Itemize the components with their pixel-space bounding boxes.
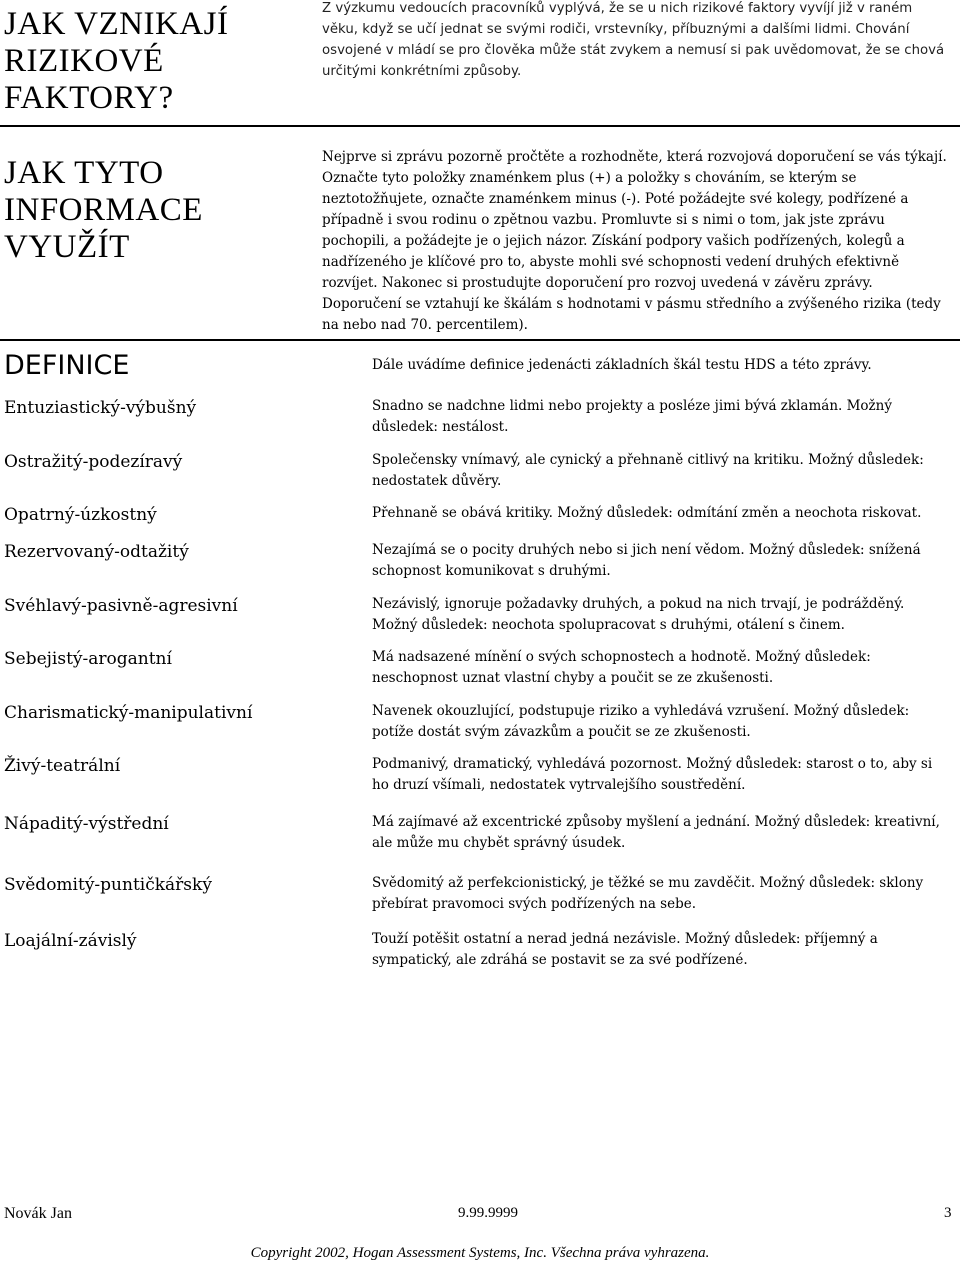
heading-line: RIZIKOVÉ [4,43,164,79]
heading-line: JAK TYTO [4,155,164,191]
section-divider [0,125,960,127]
definition-term: Rezervovaný-odtažitý [4,542,189,562]
origin-paragraph: Z výzkumu vedoucích pracovníků vyplývá, že se u nich rizikové faktory vyvíjí již v raném věku, když se učí jednat se svými rodiči, vrstevníky, příbuznými a dalšími lidmi. Chování osvojené v mládí se pro člověka může stát zvykem a nemusí si pak uvědomovat, že se chová určitými konkrétními způsoby. [322,1,945,79]
heading-line: INFORMACE [4,192,203,228]
heading-line: VYUŽÍT [4,229,130,265]
footer-date: 9.99.9999 [458,1205,518,1221]
definition-text: Má nadsazené mínění o svých schopnostech a hodnotě. Možný důsledek: neschopnost uznat vlastní chyby a poučit se ze zkušenosti. [372,649,871,686]
heading-line: FAKTORY? [4,80,174,116]
definition-text: Touží potěšit ostatní a nerad jedná nezávisle. Možný důsledek: příjemný a sympatický, ale zdráhá se postavit se za své podřízené. [372,931,878,968]
definition-term: Opatrný-úzkostný [4,505,157,525]
section-heading-usage [4,155,203,266]
definition-term: Ostražitý-podezíravý [4,452,183,472]
section-heading-origin [4,6,228,117]
definition-text: Má zajímavé až excentrické způsoby myšlení a jednání. Možný důsledek: kreativní, ale může mu chybět správný úsudek. [372,814,940,851]
definition-term: Sebejistý-arogantní [4,649,172,669]
definition-term: Entuziastický-výbušný [4,398,197,418]
definition-text: Svědomitý až perfekcionistický, je těžké se mu zavděčit. Možný důsledek: sklony přebírat pravomoci svých podřízených na sebe. [372,875,924,912]
heading-line: JAK VZNIKAJÍ [4,6,229,42]
footer-copyright: Copyright 2002, Hogan Assessment Systems, Inc. Všechna práva vyhrazena. [250,1245,710,1261]
definition-text: Snadno se nadchne lidmi nebo projekty a posléze jimi bývá zklamán. Možný důsledek: nestálost. [372,398,892,435]
footer-person-name: Novák Jan [4,1205,72,1222]
usage-paragraph: Nejprve si zprávu pozorně pročtěte a rozhodněte, která rozvojová doporučení se vás týkají. Označte tyto položky znaménkem plus (+) a položky s chováním, se kterým se neztotožňujete, označte znaménkem minus (-). Poté požádejte své kolegy, podřízené a případně i svou rodinu o zpětnou vazbu. Promluvte si s nimi o tom, jak jste zprávu pochopili, a požádejte je o jejich názor. Získání podpory vašich podřízených, kolegů a nadřízeného je klíčové pro to, abyste mohli své schopnosti vedení druhých efektivně rozvíjet. Nakonec si prostudujte doporučení pro rozvoj uvedená v závěru zprávy. Doporučení se vztahují ke škálám s hodnotami v pásmu středního a zvýšeného rizika (tedy na nebo nad 70. percentilem). [322,149,947,333]
section-divider [0,339,960,341]
definition-term: Nápaditý-výstřední [4,814,169,834]
definition-term: Svědomitý-puntičkářský [4,875,212,895]
definition-term: Loajální-závislý [4,931,137,951]
footer-page-number: 3 [944,1205,952,1221]
definitions-heading: DEFINICE [4,350,130,381]
definition-text: Nezajímá se o pocity druhých nebo si jich není vědom. Možný důsledek: snížená schopnost komunikovat s druhými. [372,542,921,579]
definition-text: Podmanivý, dramatický, vyhledává pozornost. Možný důsledek: starost o to, aby si ho druzí všímali, nedostatek vytrvalejšího soustředění. [372,756,933,793]
definition-term: Živý-teatrální [4,756,121,776]
definition-text: Nezávislý, ignoruje požadavky druhých, a pokud na nich trvají, je podrážděný. Možný důsledek: neochota spolupracovat s druhými, otálení s činem. [372,596,905,633]
definition-term: Svéhlavý-pasivně-agresivní [4,596,238,616]
definitions-intro: Dále uvádíme definice jedenácti základních škál testu HDS a této zprávy. [372,357,872,373]
definition-term: Charismatický-manipulativní [4,703,253,723]
definition-text: Společensky vnímavý, ale cynický a přehnaně citlivý na kritiku. Možný důsledek: nedostatek důvěry. [372,452,924,489]
definition-text: Přehnaně se obává kritiky. Možný důsledek: odmítání změn a neochota riskovat. [372,505,922,521]
definition-text: Navenek okouzlující, podstupuje riziko a vyhledává vzrušení. Možný důsledek: potíže dostát svým závazkům a poučit se ze zkušenosti. [372,703,910,740]
